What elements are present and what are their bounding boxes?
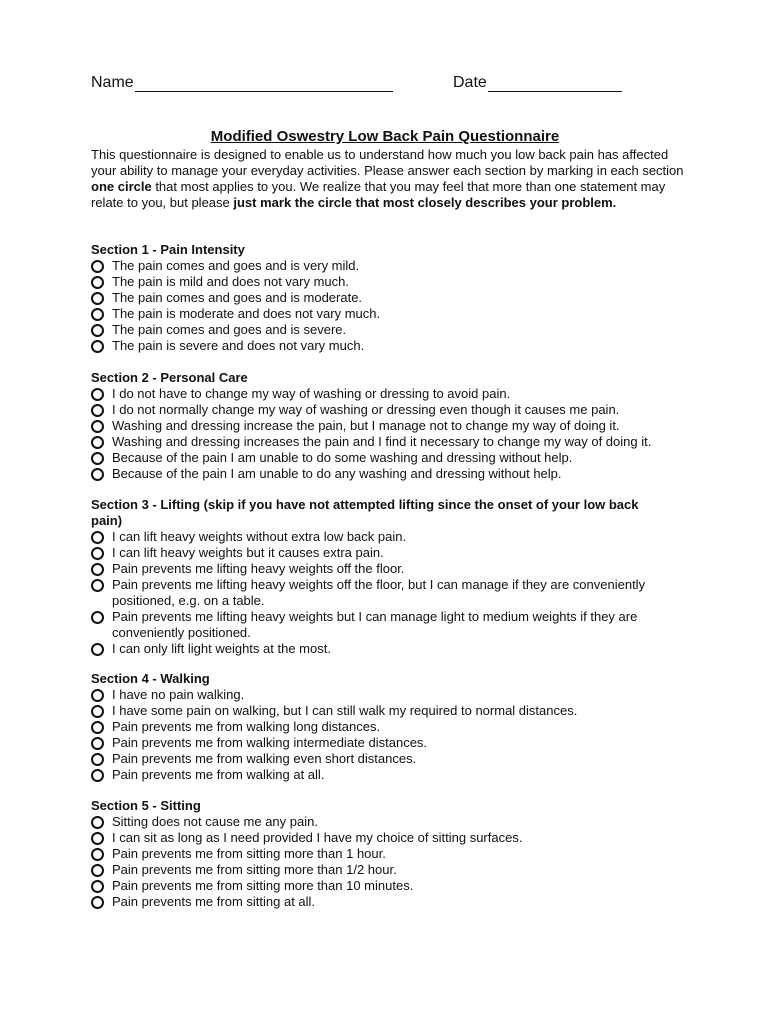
section-walking [91, 671, 691, 783]
option-item [91, 814, 691, 830]
radio-circle-icon[interactable] [91, 452, 104, 465]
intro-bold-2: just mark the circle that most closely describes your problem. [233, 195, 617, 210]
option-item [91, 862, 691, 878]
radio-circle-icon[interactable] [91, 276, 104, 289]
radio-circle-icon[interactable] [91, 721, 104, 734]
radio-circle-icon[interactable] [91, 563, 104, 576]
option-label: I can only lift light weights at the most. [112, 641, 331, 656]
radio-circle-icon[interactable] [91, 420, 104, 433]
option-item [91, 274, 691, 290]
option-item [91, 878, 691, 894]
option-label: I can lift heavy weights without extra low back pain. [112, 529, 407, 544]
name-blank-line[interactable] [135, 77, 393, 92]
option-label: Pain prevents me lifting heavy weights off the floor, but I can manage if they are conveniently positioned, e.g. on a table. [112, 577, 646, 608]
name-label: Name [91, 74, 134, 91]
option-item [91, 641, 661, 657]
option-label: I do not normally change my way of washing or dressing even though it causes me pain. [112, 402, 620, 417]
option-item [91, 719, 691, 735]
date-label: Date [453, 74, 487, 91]
option-item [91, 767, 691, 783]
name-field[interactable] [91, 74, 393, 92]
radio-circle-icon[interactable] [91, 260, 104, 273]
intro-bold-1: one circle [91, 179, 152, 194]
option-item [91, 703, 691, 719]
option-label: The pain is mild and does not vary much. [112, 274, 350, 289]
option-label: Pain prevents me from walking at all. [112, 767, 325, 782]
option-label: The pain is severe and does not vary much. [112, 338, 365, 353]
option-item [91, 402, 691, 418]
radio-circle-icon[interactable] [91, 531, 104, 544]
option-label: Pain prevents me from walking long distances. [112, 719, 381, 734]
section-sitting [91, 798, 691, 910]
option-label: The pain comes and goes and is severe. [112, 322, 347, 337]
option-item [91, 386, 691, 402]
section-title: Section 5 - Sitting [91, 798, 201, 813]
option-item [91, 434, 691, 450]
radio-circle-icon[interactable] [91, 769, 104, 782]
radio-circle-icon[interactable] [91, 292, 104, 305]
option-label: Pain prevents me from sitting more than 1/2 hour. [112, 862, 397, 877]
option-label: Washing and dressing increases the pain and I find it necessary to change my way of doing it. [112, 434, 652, 449]
option-label: The pain comes and goes and is moderate. [112, 290, 363, 305]
radio-circle-icon[interactable] [91, 468, 104, 481]
option-item [91, 306, 691, 322]
option-label: I have some pain on walking, but I can still walk my required to normal distances. [112, 703, 578, 718]
option-item [91, 687, 691, 703]
radio-circle-icon[interactable] [91, 579, 104, 592]
option-label: Pain prevents me from sitting more than 1 hour. [112, 846, 386, 861]
option-label: The pain comes and goes and is very mild. [112, 258, 360, 273]
option-label: I can sit as long as I need provided I have my choice of sitting surfaces. [112, 830, 523, 845]
option-label: Pain prevents me lifting heavy weights off the floor. [112, 561, 405, 576]
date-field[interactable] [453, 74, 622, 92]
option-item [91, 290, 691, 306]
option-label: I can lift heavy weights but it causes extra pain. [112, 545, 384, 560]
option-label: Washing and dressing increase the pain, but I manage not to change my way of doing it. [112, 418, 620, 433]
option-label: I do not have to change my way of washing or dressing to avoid pain. [112, 386, 511, 401]
radio-circle-icon[interactable] [91, 547, 104, 560]
intro-text-2: that most applies to you. We realize that you may feel that more than one statement may relate to you, but please [91, 179, 666, 210]
option-item [91, 830, 691, 846]
option-label: Pain prevents me from sitting more than 10 minutes. [112, 878, 414, 893]
section-personal-care [91, 370, 691, 482]
option-item [91, 418, 691, 434]
option-label: Because of the pain I am unable to do some washing and dressing without help. [112, 450, 573, 465]
radio-circle-icon[interactable] [91, 611, 104, 624]
section-title: Section 3 - Lifting (skip if you have not attempted lifting since the onset of your low back pain) [91, 497, 639, 528]
radio-circle-icon[interactable] [91, 705, 104, 718]
section-title: Section 2 - Personal Care [91, 370, 248, 385]
option-item [91, 529, 661, 545]
option-label: Pain prevents me from walking intermediate distances. [112, 735, 428, 750]
radio-circle-icon[interactable] [91, 689, 104, 702]
option-item [91, 561, 661, 577]
radio-circle-icon[interactable] [91, 737, 104, 750]
radio-circle-icon[interactable] [91, 880, 104, 893]
option-label: Sitting does not cause me any pain. [112, 814, 318, 829]
section-title: Section 1 - Pain Intensity [91, 242, 245, 257]
option-item [91, 322, 691, 338]
radio-circle-icon[interactable] [91, 896, 104, 909]
radio-circle-icon[interactable] [91, 816, 104, 829]
option-label: Pain prevents me from sitting at all. [112, 894, 316, 909]
option-item [91, 609, 661, 641]
option-label: Pain prevents me from walking even short distances. [112, 751, 417, 766]
section-pain-intensity [91, 242, 691, 354]
radio-circle-icon[interactable] [91, 643, 104, 656]
option-item [91, 751, 691, 767]
option-item [91, 846, 691, 862]
radio-circle-icon[interactable] [91, 308, 104, 321]
date-blank-line[interactable] [488, 77, 622, 92]
option-item [91, 338, 691, 354]
option-label: I have no pain walking. [112, 687, 245, 702]
option-label: Pain prevents me lifting heavy weights but I can manage light to medium weights if they are conveniently positioned. [112, 609, 638, 640]
page-title: Modified Oswestry Low Back Pain Questionnaire [210, 128, 560, 145]
option-item [91, 894, 691, 910]
radio-circle-icon[interactable] [91, 864, 104, 877]
radio-circle-icon[interactable] [91, 404, 104, 417]
section-lifting [91, 497, 661, 657]
radio-circle-icon[interactable] [91, 436, 104, 449]
option-item [91, 735, 691, 751]
option-label: The pain is moderate and does not vary much. [112, 306, 381, 321]
section-title: Section 4 - Walking [91, 671, 210, 686]
radio-circle-icon[interactable] [91, 340, 104, 353]
radio-circle-icon[interactable] [91, 753, 104, 766]
option-label: Because of the pain I am unable to do any washing and dressing without help. [112, 466, 562, 481]
radio-circle-icon[interactable] [91, 848, 104, 861]
intro-paragraph [91, 147, 691, 211]
intro-text-1: This questionnaire is designed to enable us to understand how much you low back pain has affected your ability to manage your everyday activities. Please answer each section by marking in each section [91, 147, 684, 178]
option-item [91, 450, 691, 466]
option-item [91, 466, 691, 482]
radio-circle-icon[interactable] [91, 388, 104, 401]
option-item [91, 258, 691, 274]
option-item [91, 545, 661, 561]
option-item [91, 577, 661, 609]
radio-circle-icon[interactable] [91, 832, 104, 845]
radio-circle-icon[interactable] [91, 324, 104, 337]
